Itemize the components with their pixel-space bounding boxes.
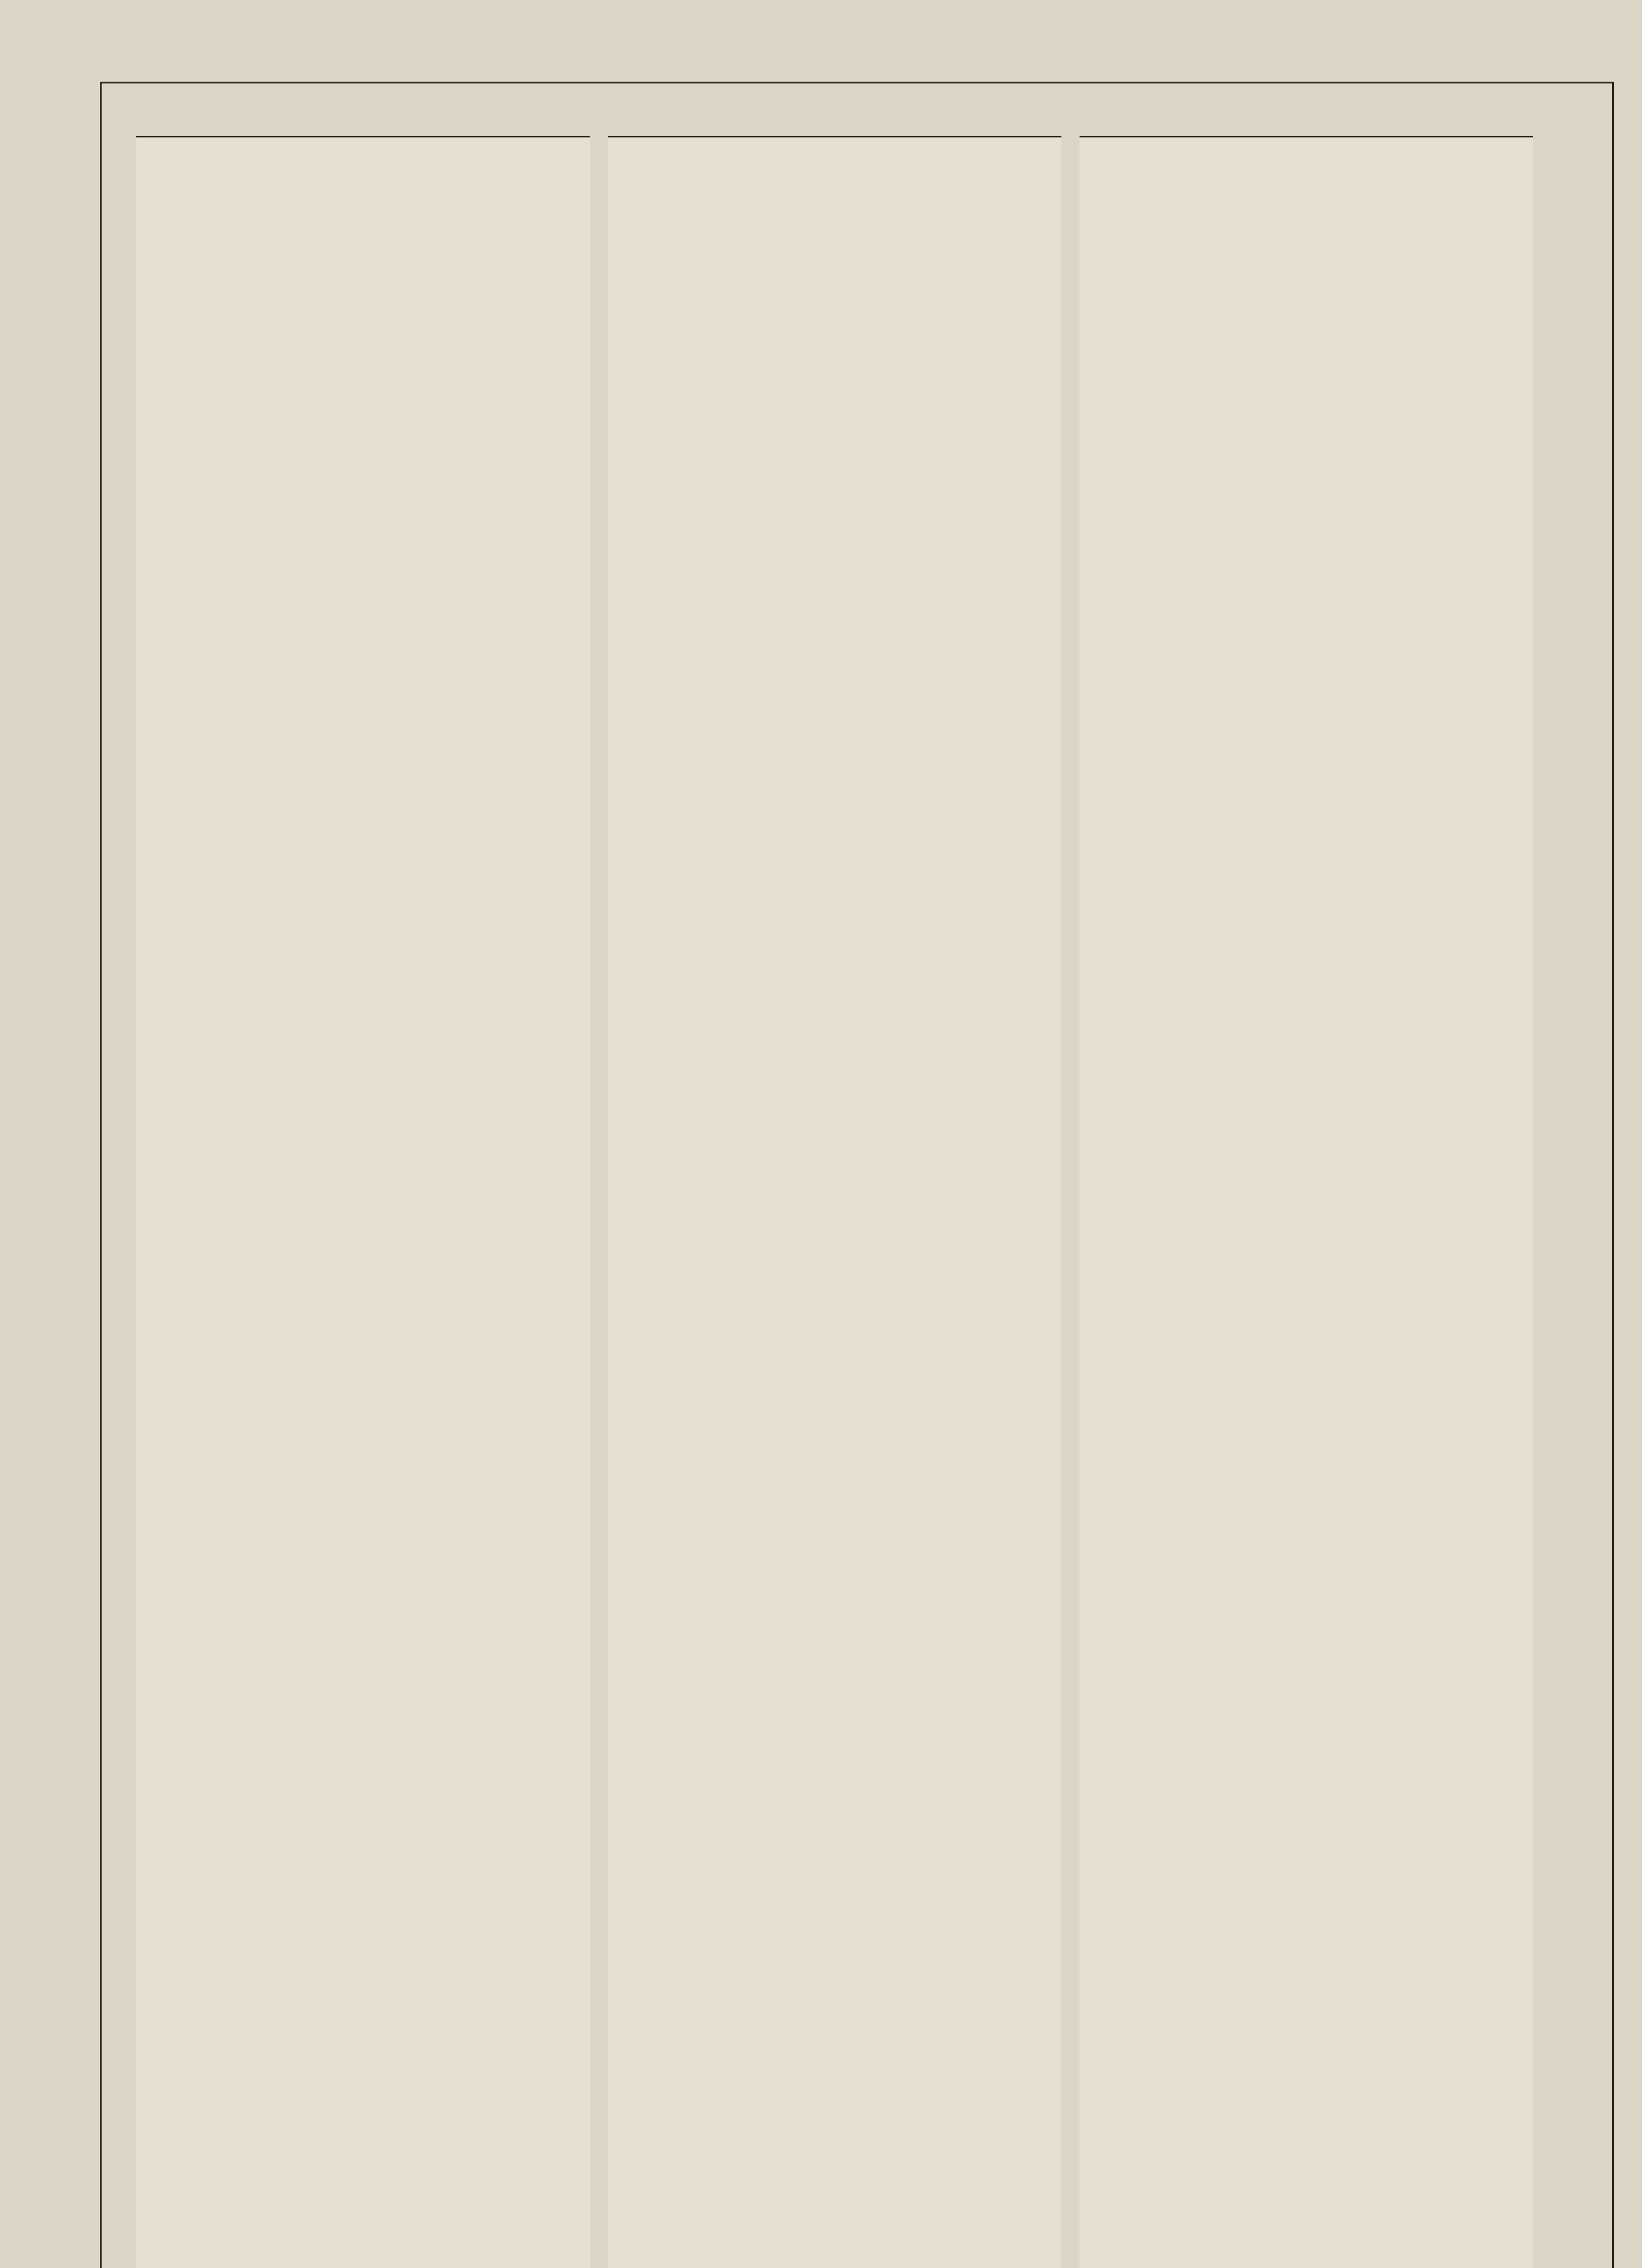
content-block bbox=[136, 136, 590, 2268]
content-block bbox=[1080, 136, 1533, 2268]
content-block bbox=[608, 136, 1061, 2268]
